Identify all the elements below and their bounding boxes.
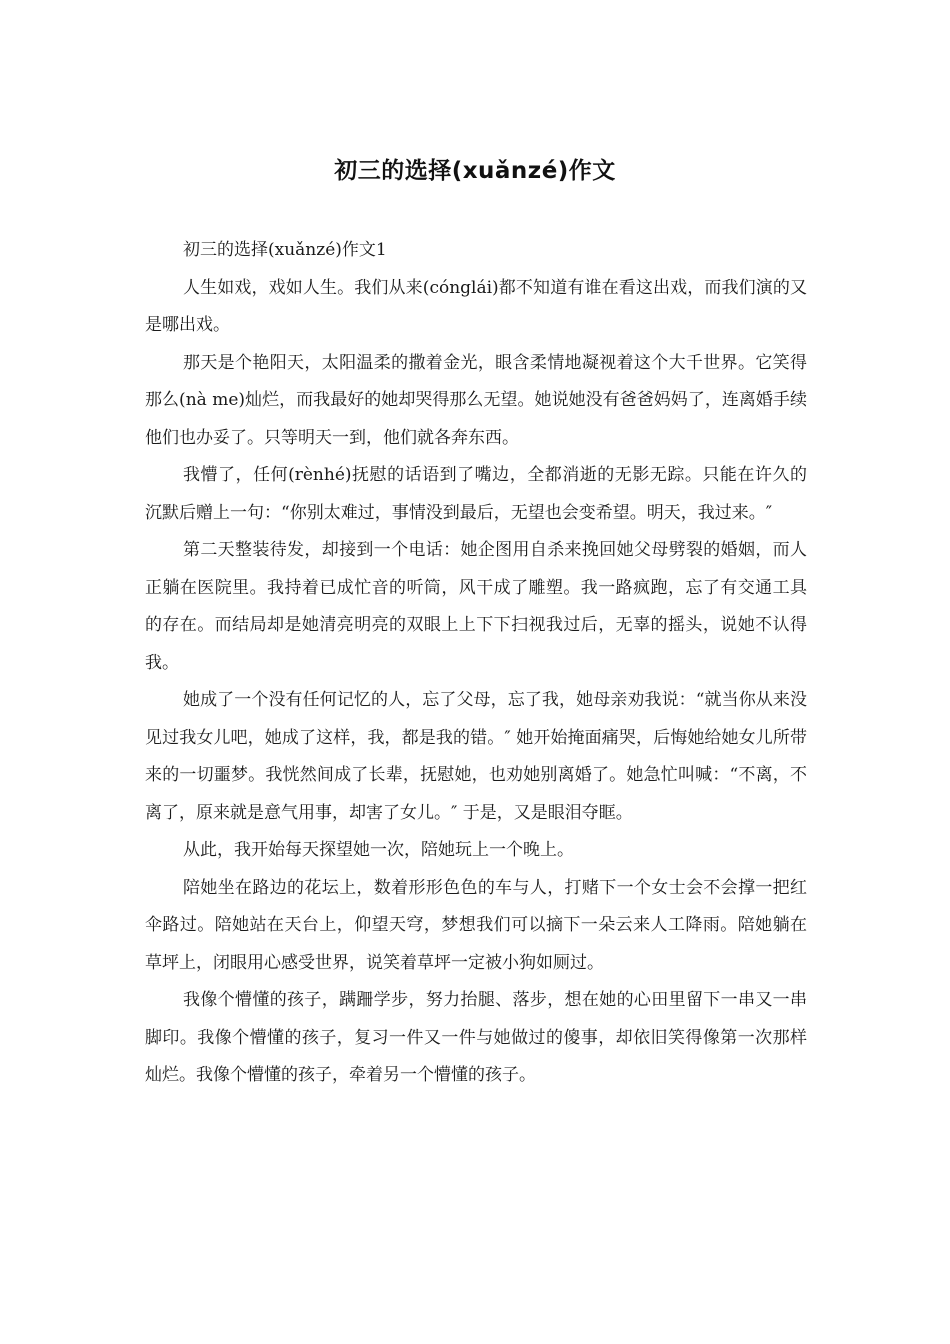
paragraph: 我懵了，任何(rènhé)抚慰的话语到了嘴边，全都消逝的无影无踪。只能在许久的沉默后赠上一句：“你别太难过，事情没到最后，无望也会变希望。明天，我过来。″ xyxy=(145,465,807,523)
paragraph-heading: 初三的选择(xuǎnzé)作文1 xyxy=(183,240,387,260)
paragraph: 那天是个艳阳天，太阳温柔的撒着金光，眼含柔情地凝视着这个大千世界。它笑得那么(nà me)灿烂，而我最好的她却哭得那么无望。她说她没有爸爸妈妈了，连离婚手续他们也办妥了。只等明天一到，他们就各奔东西。 xyxy=(145,352,807,448)
paragraph: 我像个懵懂的孩子，蹒跚学步，努力抬腿、落步，想在她的心田里留下一串又一串脚印。我像个懵懂的孩子，复习一件又一件与她做过的傻事，却依旧笑得像第一次那样灿烂。我像个懵懂的孩子，牵着另一个懵懂的孩子。 xyxy=(145,990,807,1085)
document-body xyxy=(145,232,807,1095)
paragraph: 从此，我开始每天探望她一次，陪她玩上一个晚上。 xyxy=(183,840,574,860)
paragraph: 她成了一个没有任何记忆的人，忘了父母，忘了我，她母亲劝我说：“就当你从来没见过我女儿吧，她成了这样，我，都是我的错。″ 她开始掩面痛哭，后悔她给她女儿所带来的一切噩梦。我恍然间成了长辈，抚慰她，也劝她别离婚了。她急忙叫喊：“不离，不离了，原来就是意气用事，却害了女儿。″ 于是，又是眼泪夺眶。 xyxy=(145,690,807,823)
paragraph: 第二天整装待发，却接到一个电话：她企图用自杀来挽回她父母劈裂的婚姻，而人正躺在医院里。我持着已成忙音的听筒，风干成了雕塑。我一路疯跑，忘了有交通工具的存在。而结局却是她清亮明亮的双眼上上下下扫视我过后，无辜的摇头，说她不认得我。 xyxy=(145,540,807,673)
paragraph: 陪她坐在路边的花坛上，数着形形色色的车与人，打赌下一个女士会不会撑一把红伞路过。陪她站在天台上，仰望天穹，梦想我们可以摘下一朵云来人工降雨。陪她躺在草坪上，闭眼用心感受世界，说笑着草坪一定被小狗如厕过。 xyxy=(145,877,807,973)
document-title: 初三的选择(xuǎnzé)作文 xyxy=(334,158,616,184)
paragraph: 人生如戏，戏如人生。我们从来(cónglái)都不知道有谁在看这出戏，而我们演的又是哪出戏。 xyxy=(145,277,807,335)
